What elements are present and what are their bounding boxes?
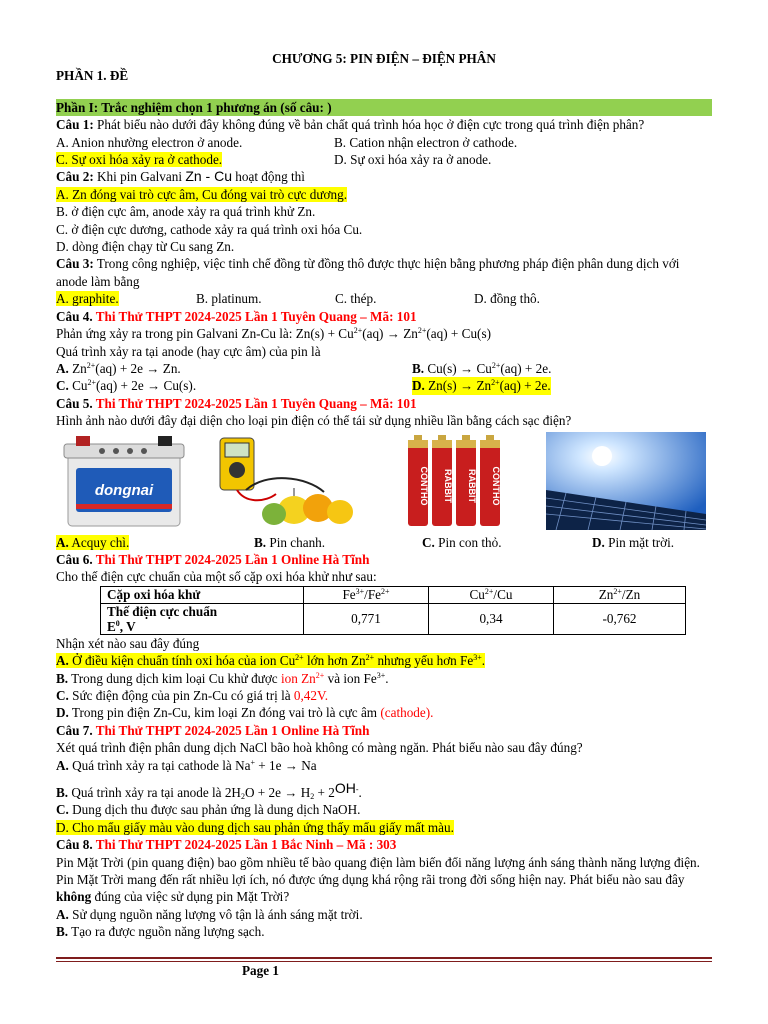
section-heading: Phần I: Trắc nghiệm chọn 1 phương án (số câu: )	[56, 99, 712, 116]
question-5-images	[56, 432, 712, 532]
formula-zn-cu: Zn - Cu	[185, 168, 232, 185]
lemon-battery-image	[206, 432, 366, 530]
question-1: Câu 1: Phát biểu nào dưới đây không đúng về bản chất quá trình hóa học ở điện cực trong quá trình điện phân?	[56, 117, 645, 133]
option-c-answer: C. Sự oxi hóa xảy ra ở cathode.	[56, 152, 223, 168]
solar-panel-image	[546, 432, 706, 530]
option-b: B. ở điện cực âm, anode xảy ra quá trình khử Zn.	[56, 204, 316, 220]
battery-brand-logo: dongnai	[94, 481, 154, 499]
electrode-potential-table	[100, 586, 686, 635]
cell-brand-4: CONTHO	[491, 466, 501, 506]
option-d: D. Pin mặt trời.	[592, 534, 675, 550]
chapter-title: CHƯƠNG 5: PIN ĐIỆN – ĐIỆN PHÂN	[272, 51, 496, 66]
question-4-prompt: Quá trình xảy ra tại anode (hay cực âm) của pin là	[56, 343, 321, 359]
table-row: Cặp oxi hóa khử $Fe^{3+}/Fe^{2+}$ $Cu^{2+}/Cu$ $Zn^{2+}/Zn$	[101, 586, 686, 603]
table-row: Thế điện cực chuẩn $E^0$, V 0,771 0,34 -0,762	[101, 603, 686, 634]
option-c: C. Pin con thỏ.	[422, 534, 502, 550]
option-d: D. đồng thô.	[474, 291, 540, 307]
question-7-header: Câu 7. Thi Thử THPT 2024-2025 Lần 1 Online Hà Tĩnh	[56, 722, 370, 738]
option-b: B. Tạo ra được nguồn năng lượng sạch.	[56, 924, 265, 940]
question-8-text: Pin Mặt Trời (pin quang điện) bao gồm nhiều tế bào quang điện làm biến đổi năng lượng ánh sáng thành năng lượng điện. Pin Mặt Trời mang đến rất nhiều lợi ích, nó được ứng dụng khá rộng rãi trong đời sống hiện nay. Phát biểu nào sau đây không đúng của việc sử dụng pin Mặt Trời?	[56, 854, 700, 905]
question-6-text: Cho thế điện cực chuẩn của một số cặp oxi hóa khử như sau:	[56, 569, 377, 585]
option-c: C. thép.	[335, 291, 377, 307]
question-5-header: Câu 5. Thi Thử THPT 2024-2025 Lần 1 Tuyên Quang – Mã: 101	[56, 395, 417, 411]
option-a-answer: A. Ở điều kiện chuẩn tính oxi hóa của ion $Cu^{2+}$ lớn hơn $Zn^{2+}$ nhưng yếu hơn $Fe^{3+}$.	[56, 653, 486, 669]
option-a-answer: A. graphite.	[56, 291, 119, 307]
option-a: A. Sử dụng nguồn năng lượng vô tận là ánh sáng mặt trời.	[56, 906, 363, 922]
cell-brand-3: RABBIT	[467, 468, 477, 503]
option-b: B. Pin chanh.	[254, 534, 326, 550]
question-1-options-row2	[56, 151, 712, 168]
option-c: C. Dung dịch thu được sau phản ứng là dung dịch NaOH.	[56, 802, 361, 818]
question-3: Câu 3: Trong công nghiệp, việc tinh chế đồng từ đồng thô được thực hiện bằng phương pháp điện phân dung dịch với anode làm bằng	[56, 256, 680, 289]
option-c: C. Sức điện động của pin Zn-Cu có giá trị là 0,42V.	[56, 687, 329, 703]
option-d: D. dòng điện chạy từ Cu sang Zn.	[56, 239, 235, 255]
question-7-text: Xét quá trình điện phân dung dịch NaCl bão hoà không có màng ngăn. Phát biểu nào sau đây đúng?	[56, 740, 583, 756]
option-d-answer: D. $Zn(s) \to Zn^{2+}(aq) + 2e$.	[412, 378, 551, 394]
option-a-answer: A. Acquy chì.	[56, 534, 130, 550]
option-d: D. Sự oxi hóa xảy ra ở anode.	[334, 152, 492, 168]
option-b: B. Trong dung dịch kim loại Cu khử được ion $Zn^{2+}$ và ion $Fe^{3+}$.	[56, 670, 389, 686]
question-4-reaction: Phản ứng xảy ra trong pin Galvani Zn-Cu là: $Zn(s) + Cu^{2+}(aq) \to Zn^{2+}(aq) + Cu(s)$	[56, 326, 491, 342]
page-number: Page 1	[242, 963, 279, 978]
page-footer	[56, 957, 712, 978]
option-d: D. Trong pin điện Zn-Cu, kim loại Zn đóng vai trò là cực âm (cathode).	[56, 705, 434, 721]
question-4-header: Câu 4. Thi Thử THPT 2024-2025 Lần 1 Tuyên Quang – Mã: 101	[56, 308, 417, 324]
question-3-options	[56, 290, 712, 307]
option-b: B. platinum.	[196, 291, 262, 307]
question-5-text: Hình ảnh nào dưới đây đại diện cho loại pin điện có thể tái sử dụng nhiều lần bằng cách sạc điện?	[56, 413, 572, 429]
cell-brand-2: RABBIT	[443, 468, 453, 503]
question-4-options-row2	[56, 377, 712, 394]
question-2: Câu 2: Khi pin Galvani Zn - Cu hoạt động thì	[56, 168, 305, 185]
footer-rule-thin	[56, 961, 712, 962]
option-d-answer: D. Cho mẩu giấy màu vào dung dịch sau phản ứng thấy mẩu giấy mất màu.	[56, 819, 454, 835]
option-a: A. $Zn^{2+}(aq) + 2e \to Zn$.	[56, 360, 181, 376]
document-page	[56, 50, 712, 941]
option-a: A. Anion nhường electron ở anode.	[56, 134, 243, 150]
cell-brand-1: CONTHO	[419, 466, 429, 506]
option-a-answer: A. Zn đóng vai trò cực âm, Cu đóng vai trò cực dương.	[56, 186, 348, 202]
option-c: C. ở điện cực dương, cathode xảy ra quá trình oxi hóa Cu.	[56, 221, 363, 237]
question-5-options	[56, 534, 712, 551]
option-b: B. $Cu(s) \to Cu^{2+}(aq) + 2e$.	[412, 360, 552, 376]
question-6-header: Câu 6. Thi Thử THPT 2024-2025 Lần 1 Online Hà Tĩnh	[56, 551, 370, 567]
question-8-header: Câu 8. Thi Thử THPT 2024-2025 Lần 1 Bắc Ninh – Mã : 303	[56, 837, 397, 853]
option-b: B. Cation nhận electron ở cathode.	[334, 134, 518, 150]
option-b: B. Quá trình xảy ra tại anode là $2H_2O + 2e \to H_2 + 2OH^-$.	[56, 780, 362, 801]
footer-rule	[56, 957, 712, 959]
part-heading: PHẦN 1. ĐỀ	[56, 68, 129, 84]
question-6-prompt: Nhận xét nào sau đây đúng	[56, 635, 200, 651]
option-a: A. Quá trình xảy ra tại cathode là Na+ + 1e → Na	[56, 757, 317, 773]
aa-batteries-image	[406, 432, 506, 530]
question-4-options-row1	[56, 360, 712, 377]
car-battery-image	[62, 432, 186, 530]
question-1-options-row1	[56, 134, 712, 151]
option-c: C. $Cu^{2+}(aq) + 2e \to Cu(s)$.	[56, 378, 197, 394]
